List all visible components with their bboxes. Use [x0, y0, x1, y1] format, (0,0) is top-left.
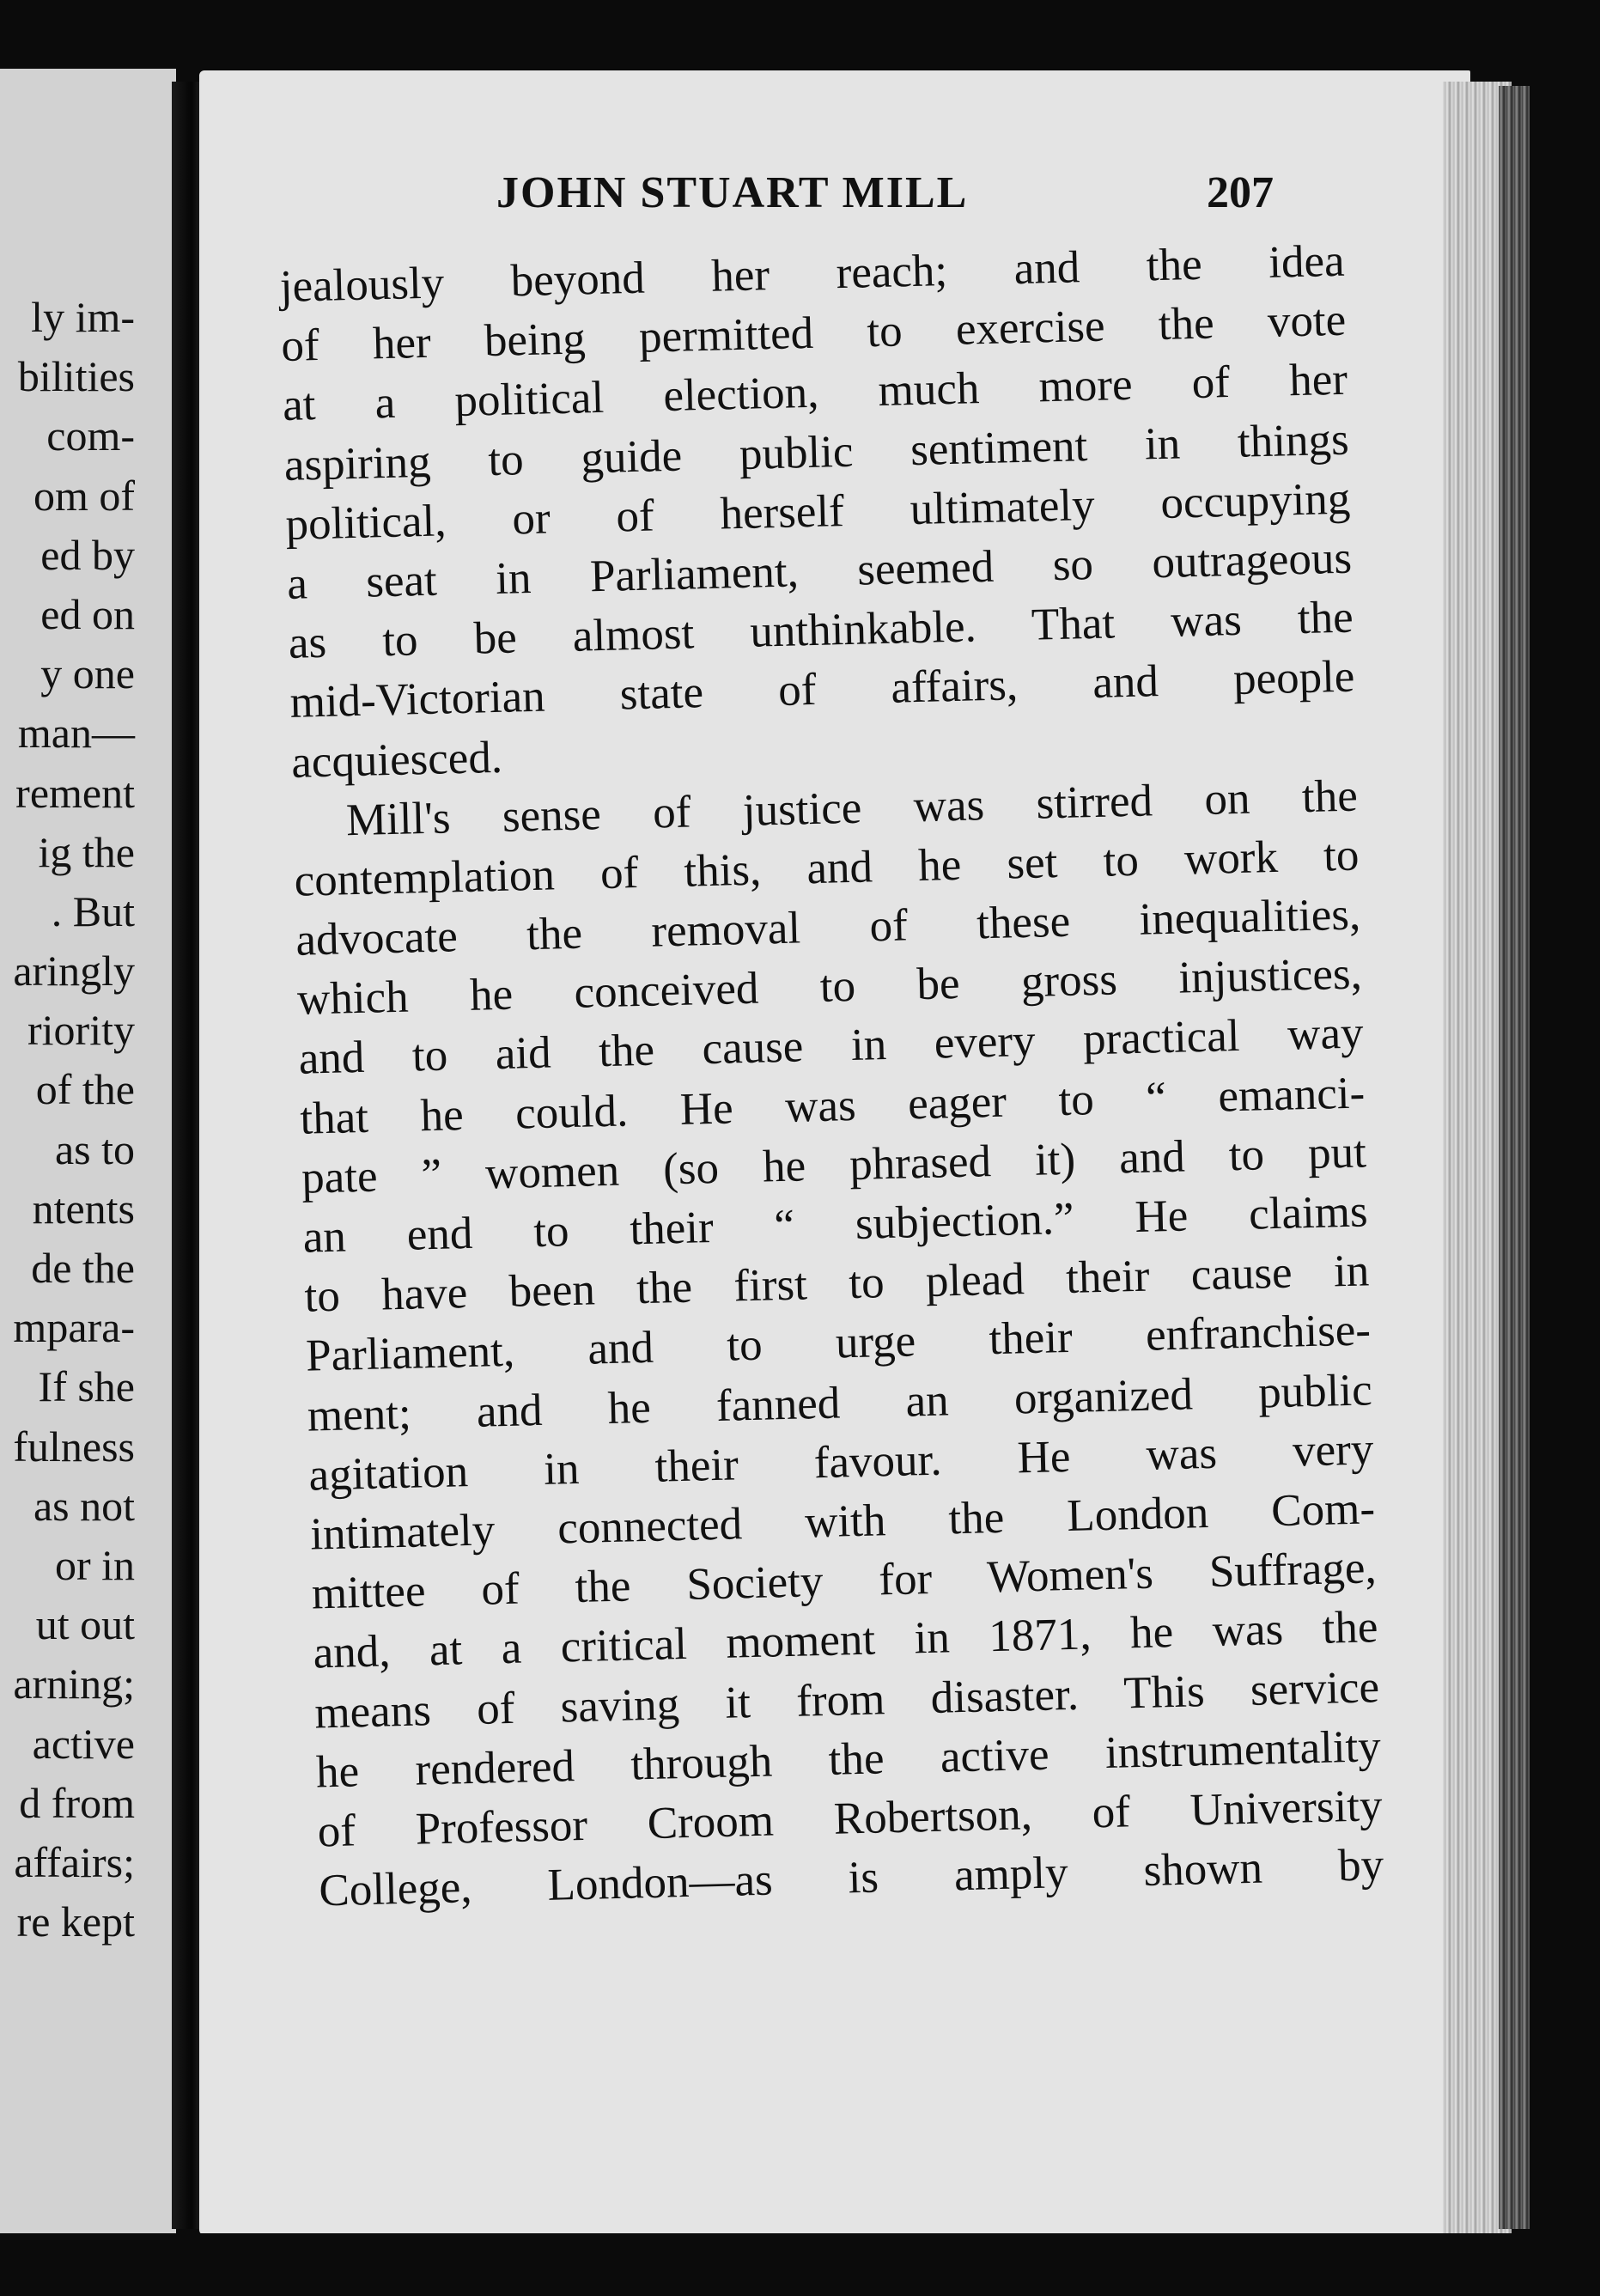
scan-bottom-margin — [0, 2233, 1600, 2296]
previous-page-line: aringly — [13, 947, 135, 996]
text-line: aspiring to guide public sentiment in things — [283, 414, 1350, 490]
previous-page-line: ntents — [32, 1184, 135, 1233]
text-line: ment; and he fanned an organized public — [307, 1364, 1373, 1441]
previous-page-line: ed on — [40, 589, 135, 638]
previous-page-line: bilities — [17, 352, 135, 401]
previous-page-line: active — [32, 1719, 135, 1768]
previous-page-fragment — [0, 69, 176, 2233]
previous-page-line: arning; — [13, 1660, 135, 1708]
text-line: mid-Victorian state of affairs, and people — [289, 651, 1356, 728]
running-head-title: JOHN STUART MILL — [496, 168, 969, 217]
paragraph-start-line: Mill's sense of justice was stirred on the — [345, 770, 1359, 845]
previous-page-line: d from — [19, 1778, 135, 1827]
previous-page-line: as not — [33, 1481, 135, 1530]
text-line: of her being permitted to exercise the vote — [280, 295, 1347, 372]
text-line: as to be almost unthinkable. That was the — [288, 592, 1354, 668]
page-body-text — [279, 232, 1384, 1921]
text-line: College, London—as is amply shown by — [318, 1840, 1384, 1916]
previous-page-line: om of — [33, 471, 135, 520]
text-line: Parliament, and to urge their enfranchise- — [305, 1305, 1372, 1381]
previous-page-line: ed by — [40, 530, 135, 579]
previous-page-line: y one — [40, 649, 135, 698]
text-line: agitation in their favour. He was very — [307, 1424, 1374, 1501]
text-line: advocate the removal of these inequalities, — [295, 889, 1361, 965]
text-line: intimately connected with the London Com- — [309, 1483, 1376, 1560]
text-line: a seat in Parliament, seemed so outrageous — [286, 533, 1353, 609]
previous-page-line: . But — [51, 886, 135, 935]
previous-page-line: ut out — [35, 1600, 135, 1649]
text-line: contemplation of this, and he set to work to — [294, 830, 1360, 906]
previous-page-line: de the — [31, 1244, 135, 1292]
previous-page-line: If she — [38, 1362, 135, 1411]
previous-page-line: man— — [17, 709, 135, 758]
previous-page-line: of the — [35, 1065, 135, 1114]
previous-page-line: or in — [54, 1540, 135, 1589]
text-line: means of saving it from disaster. This service — [313, 1661, 1380, 1738]
text-line: and to aid the cause in every practical way — [298, 1008, 1365, 1085]
previous-page-line: fulness — [13, 1422, 135, 1471]
page-number: 207 — [1207, 168, 1274, 217]
text-line: pate ” women (so he phrased it) and to put — [301, 1127, 1367, 1203]
page-fore-edge-shadow — [1499, 86, 1530, 2229]
text-line: and, at a critical moment in 1871, he was the — [313, 1602, 1379, 1678]
previous-page-line: as to — [54, 1124, 135, 1173]
previous-page-line: ig the — [38, 827, 135, 876]
text-line: political, or of herself ultimately occupying — [284, 473, 1351, 550]
text-line: mittee of the Society for Women's Suffrage, — [311, 1543, 1378, 1619]
previous-page-line: affairs; — [14, 1837, 135, 1886]
text-line: at a political election, much more of her — [282, 355, 1348, 431]
previous-page-text — [0, 288, 135, 1952]
text-line: he rendered through the active instrumentality — [315, 1720, 1382, 1798]
previous-page-line: re kept — [16, 1897, 135, 1946]
previous-page-line: mpara- — [13, 1303, 135, 1352]
previous-page-line: ly im- — [31, 293, 135, 341]
text-line: which he conceived to be gross injustices, — [296, 948, 1363, 1025]
text-line: to have been the first to plead their cause in — [303, 1245, 1370, 1322]
previous-page-line: riority — [27, 1006, 135, 1055]
text-line: of Professor Croom Robertson, of University — [317, 1781, 1384, 1857]
previous-page-line: com- — [46, 411, 135, 460]
text-line: an end to their “ subjection.” He claims — [302, 1186, 1369, 1263]
text-line: that he could. He was eager to “ emanci- — [299, 1068, 1366, 1144]
previous-page-line: rement — [15, 768, 135, 817]
paragraph-end-line: acquiesced. — [290, 732, 503, 788]
text-line: jealously beyond her reach; and the idea — [279, 235, 1346, 312]
